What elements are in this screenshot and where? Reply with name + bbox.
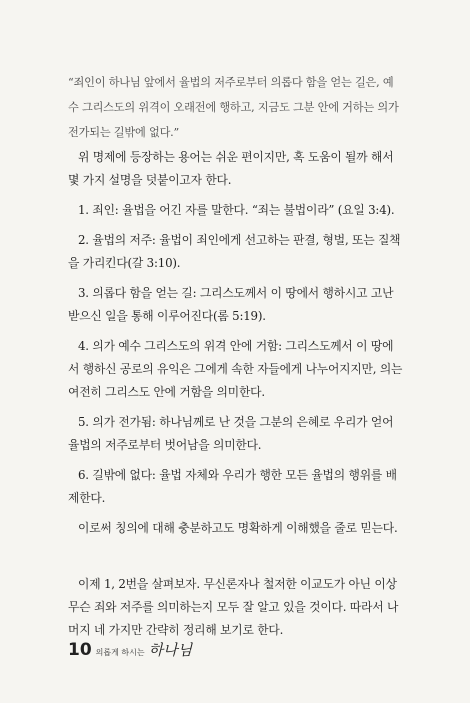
list-item-4: 4. 의가 예수 그리스도의 위격 안에 거함: 그리스도께서 이 땅에 (78, 339, 394, 353)
closing-line: 이로써 칭의에 대해 충분하고도 명확하게 이해했을 줄로 믿는다. (78, 521, 398, 535)
list-item-4-cont: 서 행하신 공로의 유익은 그에게 속한 자들에게 나누어지지만, 의는 (68, 362, 403, 376)
book-title: 하나님 (148, 641, 193, 659)
list-item-5: 5. 의가 전가됨: 하나님께로 난 것을 그분의 은혜로 우리가 얻어 (78, 415, 394, 429)
list-item-3-cont: 받으신 일을 통해 이루어진다(롬 5:19). (68, 309, 266, 323)
body-text (68, 146, 410, 642)
list-item-5-cont: 율법의 저주로부터 벗어남을 의미한다. (68, 438, 262, 452)
list-item-2: 2. 율법의 저주: 율법이 죄인에게 선고하는 판결, 형벌, 또는 질책 (78, 233, 401, 247)
book-subtitle: 의롭게 하시는 (95, 648, 145, 657)
list-item-2-cont: 을 가리킨다(갈 3:10). (68, 256, 181, 270)
epigraph-quote (68, 70, 408, 145)
next-paragraph-line: 머지 네 가지만 간략히 정리해 보기로 한다. (68, 623, 284, 637)
list-item-3: 3. 의롭다 함을 얻는 길: 그리스도께서 이 땅에서 행하시고 고난 (78, 286, 394, 300)
page-footer (68, 639, 192, 660)
quote-line: 전가되는 길밖에 없다.” (68, 126, 180, 139)
next-paragraph-line: 이제 1, 2번을 살펴보자. 무신론자나 철저한 이교도가 아닌 이상 (78, 577, 397, 591)
list-item-4-cont: 여전히 그리스도 안에 거함을 의미한다. (68, 385, 265, 399)
list-item-6-cont: 제한다. (68, 491, 106, 505)
quote-line: “죄인이 하나님 앞에서 율법의 저주로부터 의롭다 함을 얻는 길은, 예 (68, 76, 394, 89)
page-number: 10 (68, 640, 92, 660)
quote-line: 수 그리스도의 위격이 오래전에 행하고, 지금도 그분 안에 거하는 의가 (68, 101, 399, 114)
intro-line: 몇 가지 설명을 덧붙이고자 한다. (68, 173, 232, 187)
intro-line: 위 명제에 등장하는 용어는 쉬운 편이지만, 혹 도움이 될까 해서 (78, 150, 394, 164)
next-paragraph-line: 무슨 죄와 저주를 의미하는지 모두 잘 알고 있을 것이다. 따라서 나 (68, 600, 399, 614)
list-item-6: 6. 길밖에 없다: 율법 자체와 우리가 행한 모든 율법의 행위를 배 (78, 468, 397, 482)
list-item-1: 1. 죄인: 율법을 어긴 자를 말한다. “죄는 불법이라” (요일 3:4). (78, 203, 395, 217)
